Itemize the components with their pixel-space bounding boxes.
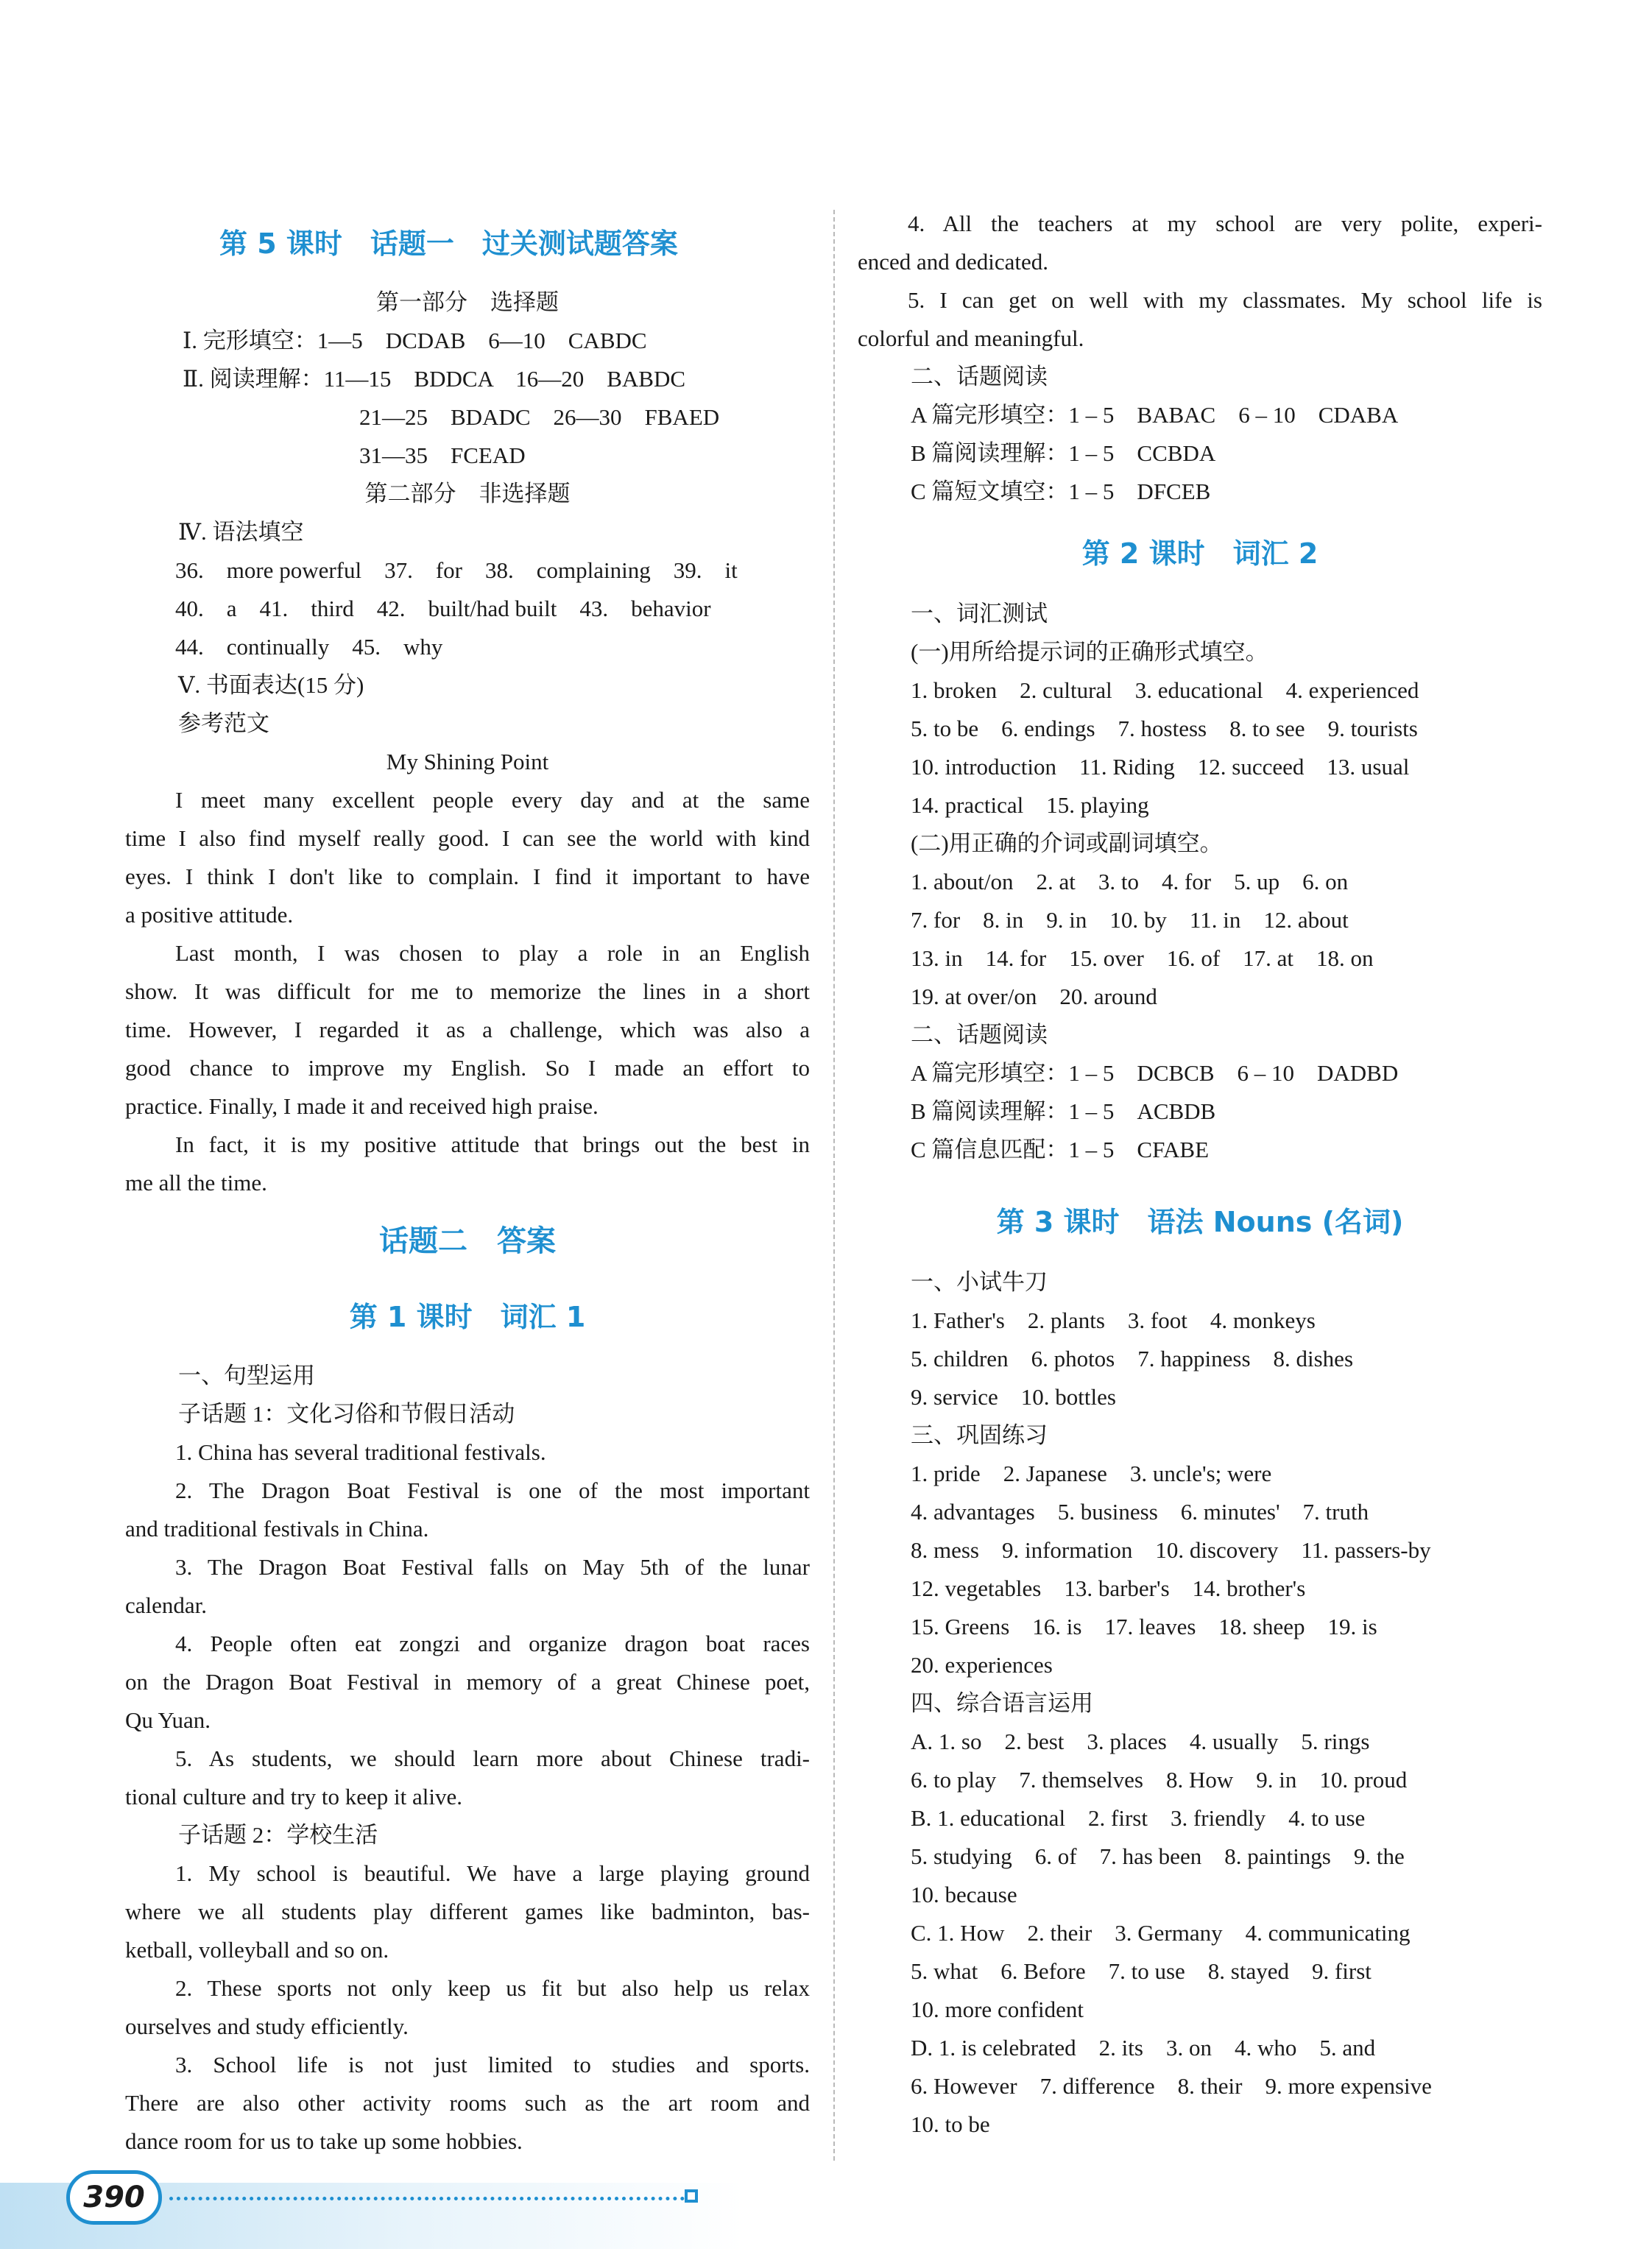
- topic-two-heading: 话题二 答案: [379, 1224, 556, 1258]
- answer-line: C 篇信息匹配：1 – 5 CFABE: [911, 1137, 1210, 1162]
- section-heading: 一、词汇测试: [911, 601, 1048, 626]
- answer-line: 12. vegetables 13. barber's 14. brother's: [911, 1575, 1306, 1601]
- instruction-line: (一)用所给提示词的正确形式填空。: [911, 639, 1268, 665]
- section-heading: 一、小试牛刀: [911, 1269, 1048, 1295]
- essay-line: show. It was difficult for me to memorize the lines in a short: [125, 978, 810, 1004]
- lesson-3-heading: 第 3 课时 语法 Nouns (名词): [996, 1206, 1404, 1238]
- instruction-line: (二)用正确的介词或副词填空。: [911, 830, 1223, 856]
- subtopic-heading: 子话题 2：学校生活: [178, 1822, 378, 1848]
- answer-line: 44. continually 45. why: [175, 634, 443, 660]
- answer-line: 6. However 7. difference 8. their 9. more expensive: [911, 2073, 1432, 2099]
- answer-line: 1. Father's 2. plants 3. foot 4. monkeys: [911, 1307, 1316, 1333]
- sentence-line: 1. My school is beautiful. We have a large playing ground: [175, 1860, 810, 1886]
- essay-line: good chance to improve my English. So I made an effort to: [125, 1055, 810, 1081]
- answer-line: 15. Greens 16. is 17. leaves 18. sheep 19. is: [911, 1614, 1377, 1639]
- essay-line: Last month, I was chosen to play a role in an English: [175, 940, 810, 966]
- sentence-line: dance room for us to take up some hobbies.: [125, 2128, 523, 2154]
- sentence-line: tional culture and try to keep it alive.: [125, 1784, 462, 1810]
- answer-line: A 篇完形填空：1 – 5 BABAC 6 – 10 CDABA: [911, 402, 1399, 428]
- answer-line: 10. to be: [911, 2111, 990, 2137]
- sentence-line: 2. These sports not only keep us fit but also help us relax: [175, 1975, 810, 2001]
- answer-line: 1. pride 2. Japanese 3. uncle's; were: [911, 1461, 1272, 1486]
- subtopic-heading: 子话题 1：文化习俗和节假日活动: [178, 1401, 515, 1427]
- sentence-line: 5. I can get on well with my classmates. My school life is: [908, 287, 1542, 313]
- answer-line: 10. introduction 11. Riding 12. succeed 13. usual: [911, 754, 1410, 780]
- answer-line: 40. a 41. third 42. built/had built 43. behavior: [175, 596, 711, 621]
- answer-line: 13. in 14. for 15. over 16. of 17. at 18. on: [911, 945, 1374, 971]
- lesson-2-heading: 第 2 课时 词汇 2: [1081, 537, 1319, 570]
- answer-line: 4. advantages 5. business 6. minutes' 7. truth: [911, 1499, 1369, 1525]
- answer-line: Ⅱ. 阅读理解：11—15 BDDCA 16—20 BABDC: [183, 366, 686, 392]
- answer-line: Ⅰ. 完形填空：1—5 DCDAB 6—10 CABDC: [183, 328, 647, 353]
- answer-line: 5. what 6. Before 7. to use 8. stayed 9. first: [911, 1958, 1372, 1984]
- sentence-line: 3. The Dragon Boat Festival falls on May 5th of the lunar: [175, 1554, 810, 1580]
- answer-line: 14. practical 15. playing: [911, 792, 1149, 818]
- sentence-line: There are also other activity rooms such as the art room and: [125, 2090, 810, 2116]
- section-heading: 四、综合语言运用: [911, 1690, 1093, 1716]
- footer-square-icon: [685, 2189, 698, 2203]
- sentence-line: calendar.: [125, 1592, 208, 1618]
- answer-line: 7. for 8. in 9. in 10. by 11. in 12. about: [911, 907, 1349, 933]
- footer-band: [0, 2183, 1652, 2249]
- part-one-heading: 第一部分 选择题: [376, 289, 559, 315]
- answer-line: 6. to play 7. themselves 8. How 9. in 10. proud: [911, 1767, 1408, 1793]
- sentence-line: 4. People often eat zongzi and organize dragon boat races: [175, 1631, 810, 1656]
- answer-line: 5. children 6. photos 7. happiness 8. dishes: [911, 1346, 1354, 1371]
- answer-line: D. 1. is celebrated 2. its 3. on 4. who 5. and: [911, 2035, 1376, 2061]
- essay-line: time. However, I regarded it as a challenge, which was also a: [125, 1017, 810, 1042]
- essay-line: me all the time.: [125, 1170, 267, 1196]
- answer-line: 19. at over/on 20. around: [911, 984, 1157, 1009]
- sentence-line: 4. All the teachers at my school are very polite, experi-: [908, 211, 1542, 236]
- section-heading: Ⅳ. 语法填空: [178, 519, 304, 545]
- section-heading: 一、句型运用: [178, 1363, 315, 1388]
- section-heading: 二、话题阅读: [911, 364, 1048, 389]
- sentence-line: ketball, volleyball and so on.: [125, 1937, 389, 1963]
- answer-line: 36. more powerful 37. for 38. complaining 39. it: [175, 557, 738, 583]
- essay-line: a positive attitude.: [125, 902, 294, 928]
- answer-line: 10. because: [911, 1882, 1017, 1907]
- footer-dotted-rule: [169, 2197, 685, 2200]
- sentence-line: Qu Yuan.: [125, 1707, 211, 1733]
- answer-line: 20. experiences: [911, 1652, 1053, 1678]
- essay-line: I meet many excellent people every day and at the same: [175, 787, 810, 813]
- essay-line: In fact, it is my positive attitude that brings out the best in: [175, 1131, 810, 1157]
- essay-line: practice. Finally, I made it and received high praise.: [125, 1093, 599, 1119]
- sentence-line: 5. As students, we should learn more about Chinese tradi-: [175, 1745, 810, 1771]
- lesson-1-heading: 第 1 课时 词汇 1: [349, 1301, 586, 1333]
- sentence-line: 1. China has several traditional festivals.: [175, 1439, 546, 1465]
- answer-line: 8. mess 9. information 10. discovery 11. passers-by: [911, 1537, 1431, 1563]
- answer-line: A 篇完形填空：1 – 5 DCBCB 6 – 10 DADBD: [911, 1060, 1399, 1086]
- sentence-line: and traditional festivals in China.: [125, 1516, 429, 1542]
- section-heading: 二、话题阅读: [911, 1022, 1048, 1048]
- sentence-line: on the Dragon Boat Festival in memory of a great Chinese poet,: [125, 1669, 810, 1695]
- answer-line: C 篇短文填空：1 – 5 DFCEB: [911, 479, 1211, 504]
- answer-line: 1. about/on 2. at 3. to 4. for 5. up 6. on: [911, 869, 1349, 894]
- answer-line: A. 1. so 2. best 3. places 4. usually 5. rings: [911, 1729, 1370, 1754]
- answer-line: 10. more confident: [911, 1996, 1084, 2022]
- answer-line: B 篇阅读理解：1 – 5 ACBDB: [911, 1098, 1216, 1124]
- sentence-line: 3. School life is not just limited to studies and sports.: [175, 2052, 810, 2077]
- essay-line: time I also find myself really good. I can see the world with kind: [125, 825, 810, 851]
- answer-line: B. 1. educational 2. first 3. friendly 4. to use: [911, 1805, 1366, 1831]
- sentence-line: enced and dedicated.: [858, 249, 1049, 275]
- sentence-line: ourselves and study efficiently.: [125, 2013, 409, 2039]
- page-number: 390: [66, 2170, 162, 2225]
- part-two-heading: 第二部分 非选择题: [364, 481, 571, 506]
- answer-line: 5. studying 6. of 7. has been 8. paintings 9. the: [911, 1843, 1405, 1869]
- sentence-line: colorful and meaningful.: [858, 325, 1084, 351]
- lesson-5-heading: 第 5 课时 话题一 过关测试题答案: [219, 227, 678, 260]
- answer-line: 1. broken 2. cultural 3. educational 4. experienced: [911, 677, 1419, 703]
- essay-title: My Shining Point: [386, 749, 549, 774]
- answer-line: B 篇阅读理解：1 – 5 CCBDA: [911, 440, 1216, 466]
- section-heading: 三、巩固练习: [911, 1422, 1048, 1448]
- sample-essay-label: 参考范文: [178, 710, 269, 736]
- column-divider: [833, 210, 835, 2161]
- answer-line: 9. service 10. bottles: [911, 1384, 1116, 1410]
- essay-line: eyes. I think I don't like to complain. I find it important to have: [125, 864, 810, 889]
- answer-line: 5. to be 6. endings 7. hostess 8. to see 9. tourists: [911, 716, 1418, 741]
- answer-line: 31—35 FCEAD: [359, 442, 526, 468]
- answer-line: C. 1. How 2. their 3. Germany 4. communicating: [911, 1920, 1411, 1946]
- section-heading: Ⅴ. 书面表达(15 分): [178, 672, 364, 698]
- sentence-line: where we all students play different games like badminton, bas-: [125, 1899, 810, 1924]
- answer-line: 21—25 BDADC 26—30 FBAED: [359, 404, 720, 430]
- sentence-line: 2. The Dragon Boat Festival is one of the most important: [175, 1477, 810, 1503]
